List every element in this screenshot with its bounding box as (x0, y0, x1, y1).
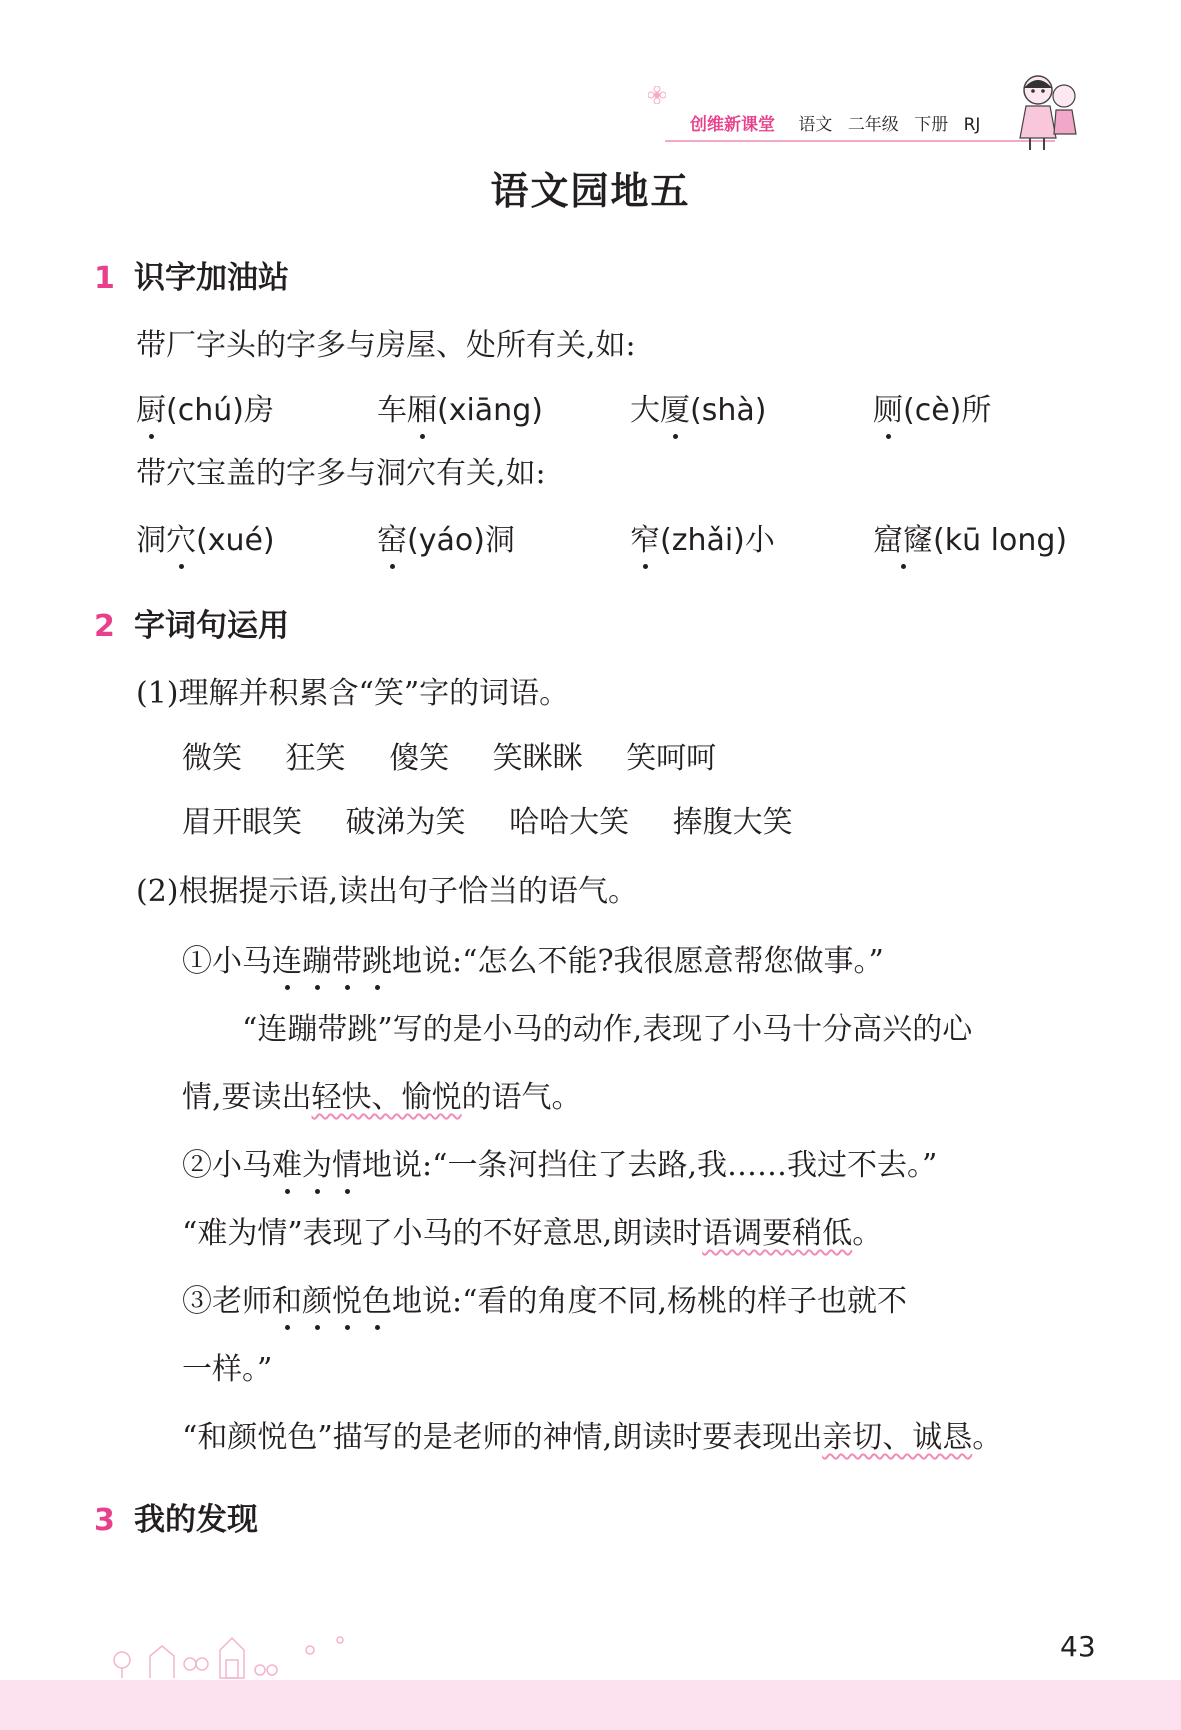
sentence-part: 地说:“一条河挡住了去路,我……我过不去。” (362, 1148, 938, 1183)
example-prefix: 洞 (136, 523, 166, 558)
section-number: 3 (94, 1503, 115, 1538)
section-1-heading (94, 252, 289, 297)
word: 捧腹大笑 (672, 805, 793, 840)
explanation-1-line-1: “连蹦带跳”写的是小马的动作,表现了小马十分高兴的心 (242, 1012, 973, 1047)
section-title: 识字加油站 (133, 260, 289, 296)
example-item (377, 515, 515, 559)
pinyin: (kū long) (933, 523, 1068, 558)
word: 哈哈大笑 (509, 805, 630, 840)
sentence-part: 地说:“看的角度不同,杨桃的样子也就不 (392, 1284, 907, 1319)
highlighted-phrase: 语调要稍低 (702, 1216, 853, 1251)
dotted-character: 色 (362, 1276, 392, 1320)
pinyin: (zhǎi) (660, 523, 745, 558)
word: 傻笑 (389, 741, 450, 776)
pinyin: (xué) (196, 523, 275, 558)
example-item (377, 385, 543, 429)
example-sentence-2 (182, 1140, 937, 1184)
word: 破涕为笑 (345, 805, 466, 840)
dotted-character: 情 (332, 1140, 362, 1184)
explanation-2 (182, 1208, 882, 1252)
highlighted-phrase: 亲切、诚恳 (822, 1420, 973, 1455)
word-list-2 (182, 797, 827, 841)
town-decoration-icon (110, 1620, 370, 1680)
example-item (630, 385, 766, 429)
sentence-part: 地说:“怎么不能?我很愿意帮您做事。” (392, 944, 884, 979)
word: 眉开眼笑 (182, 805, 302, 840)
word-list-1 (182, 733, 750, 777)
pinyin: (yáo) (407, 523, 485, 558)
dotted-character: 难 (272, 1140, 302, 1184)
marked-character: 窟窿 (873, 515, 933, 559)
example-item (873, 515, 1067, 559)
page-title: 语文园地五 (490, 168, 691, 213)
dotted-character: 颜 (302, 1276, 332, 1320)
marked-character: 厕 (873, 385, 903, 429)
dotted-character: 带 (332, 936, 362, 980)
dotted-character: 连 (272, 936, 302, 980)
header-subject: 语文 (798, 115, 833, 135)
dotted-phrase (272, 1284, 392, 1319)
header-grade: 二年级 (847, 115, 899, 135)
example-rest: 房 (243, 393, 274, 428)
explanation-3 (182, 1412, 1002, 1456)
example-sentence-1 (182, 936, 884, 980)
example-item (136, 385, 274, 429)
example-sentence-3-cont: 一样。” (182, 1352, 273, 1387)
cartoon-children-illustration-icon (1012, 72, 1084, 152)
section-title: 我的发现 (133, 1502, 258, 1538)
example-rest: 所 (961, 393, 992, 428)
word: 狂笑 (285, 741, 346, 776)
header-volume: 下册 (914, 115, 949, 135)
example-prefix: 大 (630, 393, 660, 428)
marked-character: 厦 (660, 385, 690, 429)
pinyin: (xiāng) (437, 393, 543, 428)
marked-character: 厨 (136, 385, 166, 429)
bottom-color-band (0, 1680, 1181, 1730)
section-title: 字词句运用 (133, 608, 289, 644)
pinyin: (cè) (903, 393, 962, 428)
dotted-phrase (272, 1148, 362, 1183)
sentence-part: ①小马 (182, 944, 272, 979)
sentence-part: “和颜悦色”描写的是老师的神情,朗读时要表现出 (182, 1420, 823, 1455)
dotted-character: 和 (272, 1276, 302, 1320)
example-prefix: 车 (377, 393, 407, 428)
sentence-part: 情,要读出 (182, 1080, 312, 1115)
question-1: (1)理解并积累含“笑”字的词语。 (136, 676, 570, 711)
section-number: 2 (94, 609, 115, 644)
explanation-1-line-2 (182, 1072, 582, 1116)
page-number: 43 (1060, 1630, 1096, 1663)
dotted-character: 蹦 (302, 936, 332, 980)
example-rest: 洞 (484, 523, 515, 558)
sentence-part: 的语气。 (461, 1080, 582, 1115)
example-item (873, 385, 991, 429)
marked-character: 窑 (377, 515, 407, 559)
intro-text: 带厂字头的字多与房屋、处所有关,如: (136, 328, 636, 363)
sentence-part: ②小马 (182, 1148, 272, 1183)
running-header (690, 110, 990, 150)
word: 笑呵呵 (626, 741, 717, 776)
word: 微笑 (182, 741, 242, 776)
brand-name: 创维新课堂 (690, 115, 775, 135)
dotted-phrase (272, 944, 392, 979)
dotted-character: 为 (302, 1140, 332, 1184)
sentence-part: ③老师 (182, 1284, 272, 1319)
sentence-part: “难为情”表现了小马的不好意思,朗读时 (182, 1216, 703, 1251)
word: 笑眯眯 (492, 741, 583, 776)
header-edition: RJ (963, 115, 981, 135)
highlighted-phrase: 轻快、愉悦 (311, 1080, 462, 1115)
example-item (136, 515, 275, 559)
sentence-part: 。 (852, 1216, 883, 1251)
section-number: 1 (94, 261, 115, 296)
section-2-heading (94, 600, 289, 645)
intro-text: 带穴宝盖的字多与洞穴有关,如: (136, 456, 546, 491)
example-sentence-3 (182, 1276, 907, 1320)
example-rest: 小 (744, 523, 775, 558)
section-3-heading (94, 1494, 258, 1539)
pinyin: (shà) (690, 393, 767, 428)
dotted-character: 跳 (362, 936, 392, 980)
dotted-character: 悦 (332, 1276, 362, 1320)
marked-character: 窄 (630, 515, 660, 559)
header-divider (665, 140, 1055, 142)
marked-character: 穴 (166, 515, 196, 559)
flower-decoration-icon (648, 86, 666, 104)
pinyin: (chú) (166, 393, 244, 428)
example-item (630, 515, 775, 559)
sentence-part: 。 (972, 1420, 1003, 1455)
marked-character: 厢 (407, 385, 437, 429)
question-2: (2)根据提示语,读出句子恰当的语气。 (136, 874, 639, 909)
